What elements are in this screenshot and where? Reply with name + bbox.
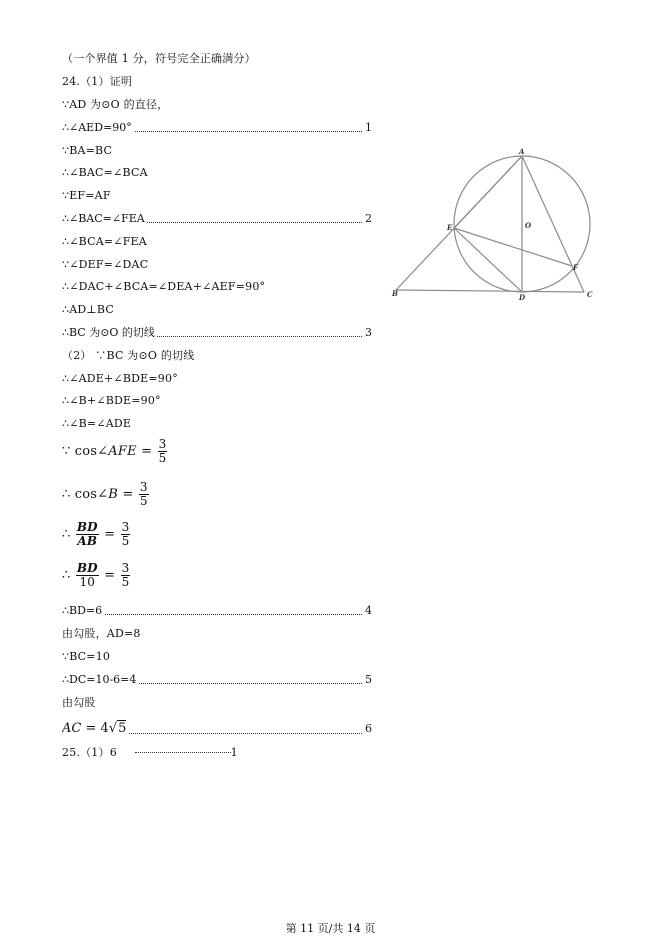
bd-ab-equation: ∴ $\frac{BD}{AB}$ = $\frac{3}{5}$ [62,520,130,548]
proof-line-1: ∵AD 为⊙O 的直径， [62,98,169,111]
proof-line-2: ∴∠AED=90° 1 [62,121,372,134]
proof-line-22: ∴DC=10-6=4 5 [62,673,372,686]
fraction: $\frac{3}{5}$ [158,437,167,465]
proof-line-7: ∴∠BCA=∠FEA [62,235,147,248]
bd-10-equation: ∴ $\frac{BD}{10}$ = $\frac{3}{5}$ [62,561,130,589]
cos-b-equation: ∴ cos∠B = $\frac{3}{5}$ [62,480,148,508]
score-mark: 3 [365,326,372,339]
geometry-figure [388,148,600,308]
segment-ea [454,156,522,228]
score-mark: 1 [365,121,372,134]
label-o: O [525,221,532,230]
score-mark: 2 [365,212,372,225]
proof-line-12: ∴∠ADE+∠BDE=90° [62,372,178,385]
page-footer: 第 11 页/共 14 页 [285,922,376,935]
fraction: $\frac{3}{5}$ [121,561,130,589]
proof-line-14: ∴∠B=∠ADE [62,417,132,430]
label-c: C [587,290,593,299]
score-mark: 4 [365,604,372,617]
part-2-title: （2） ∵BC 为⊙O 的切线 [62,349,195,362]
proof-line-9: ∴∠DAC+∠BCA=∠DEA+∠AEF=90° [62,280,266,293]
segment-ef [454,228,572,266]
proof-line-3: ∵BA=BC [62,144,113,157]
fraction: $\frac{BD}{10}$ [76,561,98,589]
segment-bc [396,290,584,292]
label-b: B [392,289,398,298]
proof-line-11: ∴BC 为⊙O 的切线 3 [62,326,372,339]
proof-line-19: ∴BD=6 4 [62,604,372,617]
proof-line-20: 由勾股，AD=8 [62,627,141,640]
score-mark: 5 [365,673,372,686]
fraction: $\frac{3}{5}$ [121,520,130,548]
score-mark: 6 [365,722,372,735]
ac-result: AC = 4√5 6 [62,721,372,736]
proof-line-8: ∵∠DEF=∠DAC [62,258,149,271]
label-d: D [519,293,526,302]
cos-afe-equation: ∵ cos∠AFE = $\frac{3}{5}$ [62,437,167,465]
fraction: $\frac{3}{5}$ [139,480,148,508]
label-f: F [573,263,578,272]
proof-line-4: ∴∠BAC=∠BCA [62,166,148,179]
question-25: 25.（1）6 1 [62,746,238,759]
proof-line-10: ∴AD⊥BC [62,303,115,316]
leader-dots [135,752,231,753]
proof-line-13: ∴∠B+∠BDE=90° [62,394,161,407]
question-24-title: 24.（1）证明 [62,75,133,88]
proof-line-21: ∵BC=10 [62,650,111,663]
proof-line-5: ∵EF=AF [62,189,111,202]
scoring-note: （一个界值 1 分，符号完全正确满分） [62,52,256,65]
label-a: A [519,148,525,156]
proof-line-23: 由勾股 [62,696,96,709]
label-e: E [447,223,453,232]
proof-line-6: ∴∠BAC=∠FEA 2 [62,212,372,225]
fraction: $\frac{BD}{AB}$ [76,520,98,548]
